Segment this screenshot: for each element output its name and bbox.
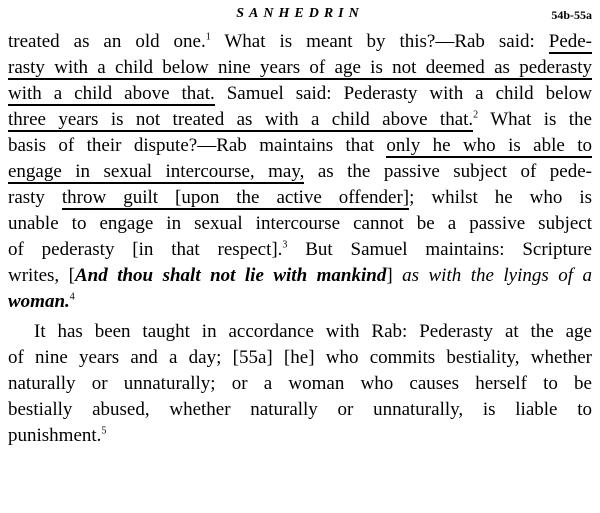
underlined-text: three years is not treated as with a child above that. xyxy=(8,109,474,130)
text-span: But Samuel maintains: Scripture xyxy=(287,239,592,260)
scripture-quote: woman. xyxy=(8,291,70,312)
scripture-quote: And thou shalt not lie with mankind xyxy=(74,265,387,286)
text-line xyxy=(8,186,592,210)
footnote-marker: 4 xyxy=(69,291,75,303)
text-span: naturally or unnaturally; or a woman who causes herself to be xyxy=(8,373,592,394)
text-line xyxy=(8,238,592,262)
text-span: It has been taught in accordance with Rab: Pederasty at the age xyxy=(34,321,592,342)
text-span: unable to engage in sexual intercourse cannot be a passive subject xyxy=(8,213,592,234)
text-span: bestially abused, whether naturally or unnaturally, is liable to xyxy=(8,399,592,420)
text-line xyxy=(8,160,592,184)
text-span: ] xyxy=(386,265,403,286)
underlined-text: throw guilt [upon the active offender] xyxy=(61,187,410,208)
text-line xyxy=(8,290,592,314)
scripture-quote: as with the lyings of a xyxy=(402,265,593,286)
text-line xyxy=(8,30,592,54)
text-span: Samuel said: Pederasty with a child below xyxy=(214,83,592,104)
footnote-marker: 2 xyxy=(473,109,479,121)
text-line xyxy=(8,108,592,132)
text-span: What is meant by this?—Rab said: xyxy=(210,31,549,52)
text-span: writes, [ xyxy=(8,265,75,286)
text-span: punishment. xyxy=(8,425,102,446)
text-line xyxy=(8,424,592,448)
footnote-marker: 1 xyxy=(205,31,211,43)
text-span: rasty xyxy=(8,187,62,208)
text-line xyxy=(8,134,592,158)
page-reference: 54b-55a xyxy=(551,8,592,22)
footnote-marker: 5 xyxy=(101,425,107,437)
text-line xyxy=(8,372,592,396)
text-span: treated as an old one. xyxy=(8,31,206,52)
text-span: ; whilst he who is xyxy=(409,187,593,208)
underlined-text: Pede- xyxy=(548,31,593,52)
text-line xyxy=(8,398,592,422)
text-line xyxy=(8,56,592,80)
footnote-marker: 3 xyxy=(282,239,288,251)
text-span: of nine years and a day; [55a] [he] who commits bestiality, whether xyxy=(8,347,592,368)
text-line xyxy=(8,82,592,106)
text-span: of pederasty [in that respect]. xyxy=(8,239,283,260)
text-span: basis of their dispute?—Rab maintains that xyxy=(8,135,387,156)
text-line xyxy=(8,264,592,288)
text-span: as the passive subject of pede- xyxy=(304,161,592,182)
text-span: What is the xyxy=(478,109,592,130)
text-line xyxy=(8,346,592,370)
underlined-text: with a child above that. xyxy=(8,83,215,104)
underlined-text: rasty with a child below nine years of age is not deemed as pederasty xyxy=(8,57,592,78)
running-header-title: SANHEDRIN xyxy=(236,6,364,21)
text-line xyxy=(34,320,592,344)
underlined-text: engage in sexual intercourse, may, xyxy=(8,161,305,182)
underlined-text: only he who is able to xyxy=(386,135,593,156)
text-line xyxy=(8,212,592,236)
